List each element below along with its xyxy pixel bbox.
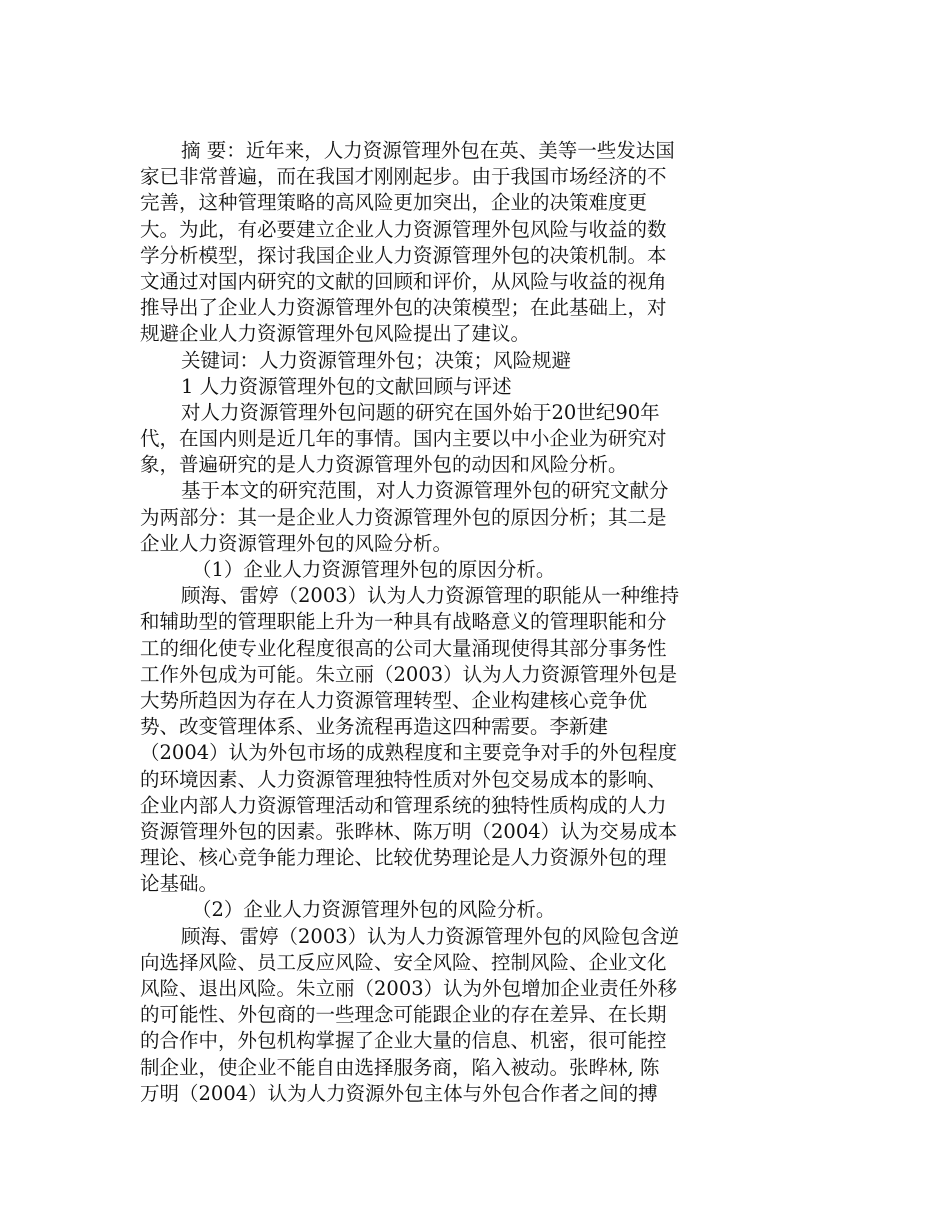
text-line: 对人力资源管理外包问题的研究在国外始于20世纪90年: [181, 400, 660, 424]
text-line: 推导出了企业人力资源管理外包的决策模型；在此基础上，对: [140, 296, 667, 320]
text-line: （1）企业人力资源管理外包的原因分析。: [192, 558, 556, 581]
text-line: 工的细化使专业化程度很高的公司大量涌现使得其部分事务性: [140, 636, 667, 660]
text-line: （2）企业人力资源管理外包的风险分析。: [192, 898, 556, 922]
text-line: 工作外包成为可能。朱立丽（2003）认为人力资源管理外包是: [140, 662, 678, 686]
text-line: 为两部分：其一是企业人力资源管理外包的原因分析；其二是: [140, 505, 667, 529]
text-line: （2004）认为外包市场的成熟程度和主要竞争对手的外包程度: [140, 741, 678, 765]
text-line: 理论、核心竞争能力理论、比较优势理论是人力资源外包的理: [140, 846, 667, 870]
text-line: 规避企业人力资源管理外包风险提出了建议。: [140, 322, 531, 346]
text-line: 完善，这种管理策略的高风险更加突出，企业的决策难度更: [140, 191, 648, 215]
text-line: 资源管理外包的因素。张晔林、陈万明（2004）认为交易成本: [140, 819, 678, 843]
text-line: 势、改变管理体系、业务流程再造这四种需要。李新建: [140, 715, 609, 739]
text-line: 象，普遍研究的是人力资源管理外包的动因和风险分析。: [140, 453, 628, 477]
text-line: 1 人力资源管理外包的文献回顾与评述: [181, 374, 512, 398]
text-line: 制企业，使企业不能自由选择服务商，陷入被动。张晔林, 陈: [140, 1055, 660, 1079]
document-body: [140, 138, 742, 1107]
text-line: 代，在国内则是近几年的事情。国内主要以中小企业为研究对: [140, 427, 667, 451]
text-line: 基于本文的研究范围，对人力资源管理外包的研究文献分: [181, 479, 669, 503]
text-line: 顾海、雷婷（2003）认为人力资源管理外包的风险包含逆: [181, 924, 680, 948]
text-line: 企业内部人力资源管理活动和管理系统的独特性质构成的人力: [140, 793, 667, 817]
text-line: 大。为此，有必要建立企业人力资源管理外包风险与收益的数: [140, 217, 667, 241]
text-line: 家已非常普遍，而在我国才刚刚起步。由于我国市场经济的不: [140, 165, 667, 189]
text-line: 风险、退出风险。朱立丽（2003）认为外包增加企业责任外移: [140, 977, 678, 1000]
text-line: 论基础。: [140, 872, 219, 896]
text-line: 摘 要：近年来，人力资源管理外包在英、美等一些发达国: [181, 139, 675, 162]
text-line: 企业人力资源管理外包的风险分析。: [140, 531, 453, 555]
text-line: 向选择风险、员工反应风险、安全风险、控制风险、企业文化: [140, 950, 667, 974]
text-line: 大势所趋因为存在人力资源管理转型、企业构建核心竞争优: [140, 688, 648, 712]
text-line: 的合作中，外包机构掌握了企业大量的信息、机密，很可能控: [140, 1029, 667, 1053]
text-line: 万明（2004）认为人力资源外包主体与外包合作者之间的搏: [140, 1081, 658, 1105]
text-line: 的环境因素、人力资源管理独特性质对外包交易成本的影响、: [140, 767, 667, 791]
text-line: 的可能性、外包商的一些理念可能跟企业的存在差异、在长期: [140, 1003, 667, 1027]
text-line: 顾海、雷婷（2003）认为人力资源管理的职能从一种维持: [181, 584, 680, 608]
text-line: 学分析模型，探讨我国企业人力资源管理外包的决策机制。本: [140, 243, 667, 267]
text-line: 文通过对国内研究的文献的回顾和评价，从风险与收益的视角: [140, 269, 667, 293]
text-line: 和辅助型的管理职能上升为一种具有战略意义的管理职能和分: [140, 610, 667, 634]
text-line: 关键词：人力资源管理外包；决策；风险规避: [181, 348, 572, 372]
